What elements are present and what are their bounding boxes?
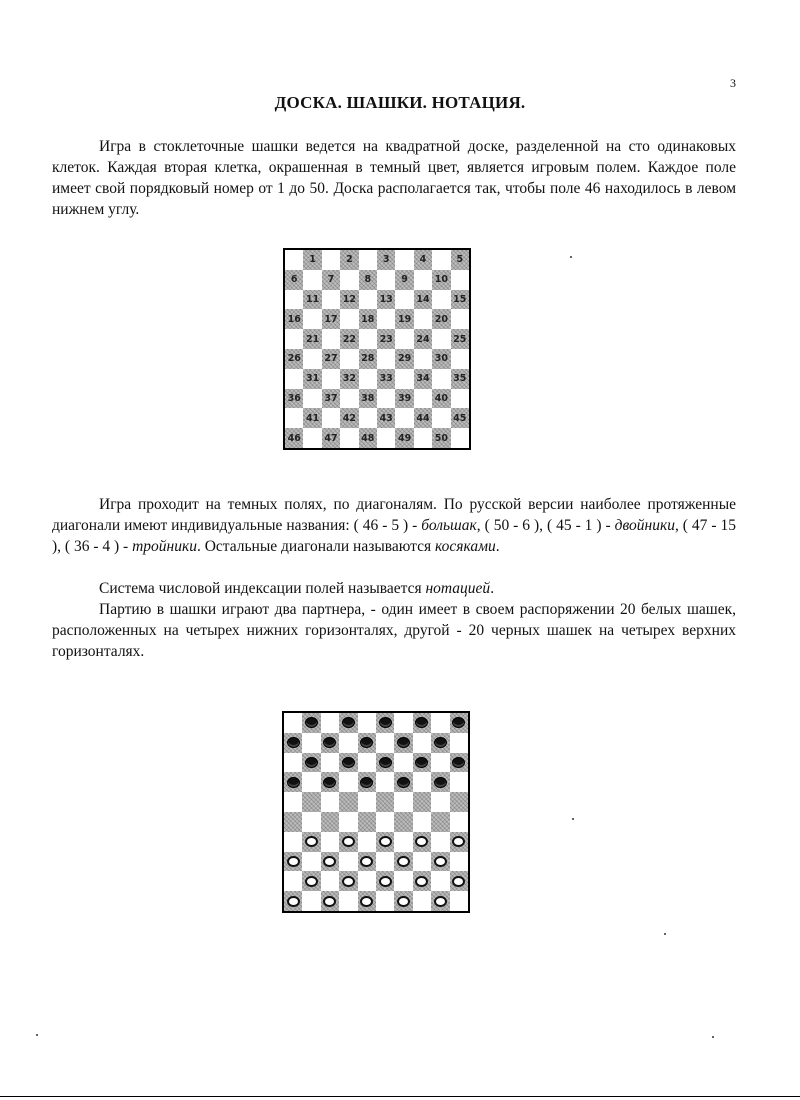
light-square [432,250,450,270]
light-square [395,369,413,389]
dark-square: 4 [414,250,432,270]
light-square [285,369,303,389]
dark-square: 19 [395,309,413,329]
light-square [450,812,468,832]
dark-square [321,852,339,872]
dark-square [394,852,412,872]
dark-square: 41 [303,408,321,428]
dark-square: 18 [359,309,377,329]
white-checker [287,896,300,907]
scan-speck [570,256,572,258]
dark-square: 20 [432,309,450,329]
diagonals-text-e: , ( 47 - 15 ), ( 36 - 4 ) - [52,517,736,555]
dark-square: 47 [322,428,340,448]
light-square [376,812,394,832]
dark-square [284,852,302,872]
term-kosyaki: косяками [434,538,496,555]
white-checker [397,896,410,907]
scan-speck [36,1034,38,1036]
dark-square [302,713,320,733]
dark-square: 48 [359,428,377,448]
black-checker [379,717,392,728]
light-square [395,329,413,349]
light-square [432,369,450,389]
dark-square: 39 [395,389,413,409]
light-square [451,389,469,409]
dark-square [431,891,449,911]
dark-square: 6 [285,270,303,290]
dark-square: 35 [451,369,469,389]
black-checker [360,777,373,788]
white-checker [287,856,300,867]
paragraph-intro: Игра в стоклеточные шашки ведется на квадратной доске, разделенной на сто одинаковых клеток. Каждая вторая клетка, окрашенная в темный цвет, является игровым полем. Каждое поле имеет свой порядковый номер от 1 до 50. Доска располагается так, чтобы поле 46 находилось в левом нижнем углу. [52,138,736,218]
light-square [450,891,468,911]
light-square [394,753,412,773]
light-square [413,852,431,872]
light-square [359,250,377,270]
dark-square: 36 [285,389,303,409]
light-square [321,871,339,891]
light-square [431,753,449,773]
dark-square [376,792,394,812]
light-square [451,349,469,369]
light-square [284,753,302,773]
light-square [414,389,432,409]
dark-square: 24 [414,329,432,349]
light-square [340,270,358,290]
dark-square [394,812,412,832]
dark-square [339,713,357,733]
light-square [303,389,321,409]
paragraph-diagonals [52,494,736,557]
light-square [395,250,413,270]
black-checker [323,737,336,748]
dark-square [431,812,449,832]
white-checker [452,836,465,847]
dark-square: 44 [414,408,432,428]
light-square [450,733,468,753]
light-square [359,408,377,428]
black-checker [397,777,410,788]
dark-square [321,772,339,792]
white-checker [360,856,373,867]
light-square [432,329,450,349]
dark-square: 1 [303,250,321,270]
light-square [284,792,302,812]
light-square [302,772,320,792]
light-square [359,329,377,349]
light-square [450,772,468,792]
dark-square [431,852,449,872]
dark-square: 10 [432,270,450,290]
dark-square: 26 [285,349,303,369]
dark-square [284,772,302,792]
dark-square: 21 [303,329,321,349]
light-square [431,792,449,812]
light-square [395,408,413,428]
dark-square: 22 [340,329,358,349]
light-square [303,270,321,290]
notation-text-a: Система числовой индексации полей называется [99,580,426,597]
dark-square [302,832,320,852]
dark-square [413,792,431,812]
light-square [285,408,303,428]
light-square [377,389,395,409]
dark-square [302,753,320,773]
dark-square: 46 [285,428,303,448]
light-square [321,792,339,812]
dark-square: 29 [395,349,413,369]
light-square [376,852,394,872]
dark-square: 27 [322,349,340,369]
light-square [414,349,432,369]
dark-square: 45 [451,408,469,428]
diagonals-text-i: . [495,538,500,555]
light-square [322,290,340,310]
white-checker [434,856,447,867]
dark-square: 49 [395,428,413,448]
light-square [339,891,357,911]
light-square [284,871,302,891]
white-checker [397,856,410,867]
dark-square [321,733,339,753]
black-checker [287,737,300,748]
light-square [376,772,394,792]
black-checker [342,757,355,768]
light-square [377,270,395,290]
black-checker [452,717,465,728]
dark-square: 40 [432,389,450,409]
white-checker [452,876,465,887]
dark-square [431,733,449,753]
light-square [302,891,320,911]
light-square [322,329,340,349]
light-square [377,428,395,448]
dark-square: 9 [395,270,413,290]
light-square [339,812,357,832]
light-square [377,309,395,329]
dark-square [302,792,320,812]
light-square [451,309,469,329]
dark-square: 34 [414,369,432,389]
dark-square: 32 [340,369,358,389]
white-checker [342,836,355,847]
dark-square: 23 [377,329,395,349]
paragraph-players: Партию в шашки играют два партнера, - один имеет в своем распоряжении 20 белых шашек, расположенных на четырех нижних горизонталях, другой - 20 черных шашек на четырех верхних горизонталях. [52,601,736,660]
white-checker [323,896,336,907]
black-checker [342,717,355,728]
light-square [376,891,394,911]
light-square [395,290,413,310]
light-square [450,852,468,872]
starting-position-board [282,711,470,913]
light-square [431,832,449,852]
dark-square [376,713,394,733]
light-square [302,852,320,872]
black-checker [305,717,318,728]
light-square [432,408,450,428]
scan-speck [664,933,666,935]
dark-square: 12 [340,290,358,310]
white-checker [342,876,355,887]
light-square [339,733,357,753]
dark-square [358,733,376,753]
light-square [431,871,449,891]
dark-square [339,832,357,852]
dark-square: 15 [451,290,469,310]
dark-square [394,891,412,911]
white-checker [379,876,392,887]
black-checker [379,757,392,768]
light-square [340,389,358,409]
paragraph-notation [52,578,736,599]
dark-square: 13 [377,290,395,310]
dark-square [413,871,431,891]
dark-square [339,792,357,812]
term-notatsiya: нотацией [425,580,491,597]
light-square [321,832,339,852]
white-checker [305,836,318,847]
dark-square [358,772,376,792]
term-dvoiniki: двойники [614,517,675,534]
dark-square [413,713,431,733]
light-square [321,753,339,773]
dark-square: 31 [303,369,321,389]
light-square [414,428,432,448]
dark-square: 17 [322,309,340,329]
black-checker [323,777,336,788]
dark-square [339,871,357,891]
dark-square [394,733,412,753]
dark-square [302,871,320,891]
light-square [358,832,376,852]
white-checker [415,836,428,847]
dark-square [431,772,449,792]
dark-square: 25 [451,329,469,349]
light-square [394,792,412,812]
dark-square: 8 [359,270,377,290]
dark-square [450,753,468,773]
dark-square [339,753,357,773]
light-square [303,309,321,329]
dark-square: 50 [432,428,450,448]
black-checker [305,757,318,768]
dark-square: 16 [285,309,303,329]
page-title: ДОСКА. ШАШКИ. НОТАЦИЯ. [274,93,526,112]
dark-square [413,832,431,852]
dark-square [284,812,302,832]
light-square [302,733,320,753]
light-square [359,369,377,389]
dark-square: 28 [359,349,377,369]
dark-square [413,753,431,773]
light-square [340,309,358,329]
dark-square [394,772,412,792]
light-square [303,349,321,369]
light-square [340,428,358,448]
light-square [377,349,395,369]
dark-square: 38 [359,389,377,409]
dark-square [358,891,376,911]
light-square [359,290,377,310]
light-square [394,832,412,852]
diagonals-text-a: Игра проходит на темных полях, по диагоналям. По русской версии наиболее протяженные диагонали имеют индивидуальные названия: ( 46 - 5 ) - [52,496,736,534]
light-square [358,871,376,891]
dark-square: 14 [414,290,432,310]
light-square [394,871,412,891]
white-checker [323,856,336,867]
light-square [394,713,412,733]
page-bottom-rule [0,1096,800,1097]
light-square [358,792,376,812]
dark-square [450,713,468,733]
scan-speck [712,1036,714,1038]
light-square [339,772,357,792]
light-square [284,832,302,852]
light-square [322,408,340,428]
dark-square [284,733,302,753]
dark-square: 11 [303,290,321,310]
dark-square [376,753,394,773]
light-square [303,428,321,448]
dark-square [376,832,394,852]
light-square [358,713,376,733]
dark-square: 43 [377,408,395,428]
light-square [413,812,431,832]
dark-square: 5 [451,250,469,270]
dark-square: 37 [322,389,340,409]
term-troiniki: тройники [132,538,197,555]
white-checker [305,876,318,887]
light-square [451,428,469,448]
black-checker [434,777,447,788]
dark-square: 7 [322,270,340,290]
dark-square: 42 [340,408,358,428]
light-square [376,733,394,753]
light-square [431,713,449,733]
black-checker [415,717,428,728]
dark-square: 30 [432,349,450,369]
black-checker [415,757,428,768]
page-number: 3 [730,76,736,90]
black-checker [287,777,300,788]
dark-square: 33 [377,369,395,389]
diagonals-text-g: . Остальные диагонали называются [196,538,435,555]
light-square [358,753,376,773]
notation-text-c: . [490,580,495,597]
black-checker [360,737,373,748]
light-square [322,369,340,389]
light-square [322,250,340,270]
light-square [414,270,432,290]
light-square [321,713,339,733]
diagonals-text-c: , ( 50 - 6 ), ( 45 - 1 ) - [476,517,615,534]
dark-square [450,832,468,852]
notation-board [283,248,471,450]
light-square [285,329,303,349]
light-square [302,812,320,832]
dark-square [376,871,394,891]
light-square [339,852,357,872]
dark-square [321,891,339,911]
light-square [285,250,303,270]
dark-square [284,891,302,911]
light-square [413,891,431,911]
light-square [451,270,469,290]
dark-square [358,852,376,872]
white-checker [379,836,392,847]
black-checker [397,737,410,748]
light-square [413,772,431,792]
white-checker [434,896,447,907]
dark-square [450,871,468,891]
black-checker [452,757,465,768]
dark-square [321,812,339,832]
light-square [432,290,450,310]
scan-speck [572,818,574,820]
light-square [413,733,431,753]
white-checker [360,896,373,907]
light-square [285,290,303,310]
light-square [414,309,432,329]
white-checker [415,876,428,887]
light-square [340,349,358,369]
term-bolshak: большак [421,517,477,534]
black-checker [434,737,447,748]
dark-square [450,792,468,812]
dark-square: 2 [340,250,358,270]
dark-square: 3 [377,250,395,270]
light-square [284,713,302,733]
dark-square [358,812,376,832]
